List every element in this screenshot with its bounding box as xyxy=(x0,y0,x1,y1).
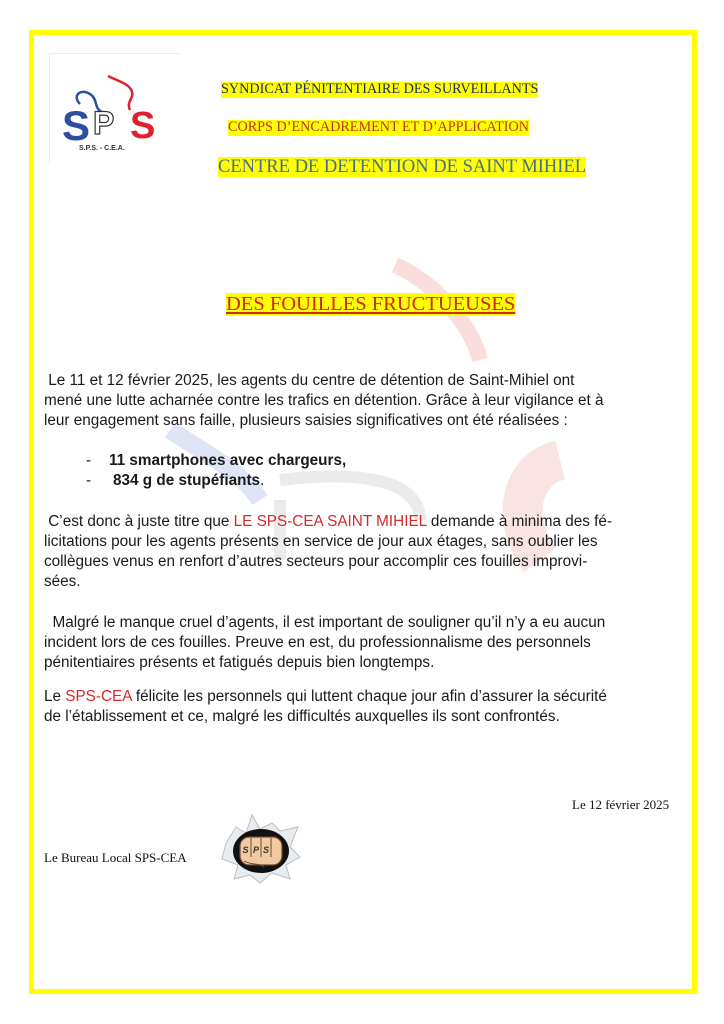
document-title: DES FOUILLES FRUCTUEUSES xyxy=(226,293,516,315)
logo-letter-s1: S xyxy=(62,102,91,149)
paragraph-line: pénitentiaires présents et fatigués depuis bien longtemps. xyxy=(44,654,435,671)
paragraph-line: leur engagement sans faille, plusieurs saisies significatives ont été réalisées : xyxy=(44,412,568,429)
logo-letter-p: P xyxy=(93,105,115,141)
paragraph-line xyxy=(44,687,684,707)
paragraph-no-incident xyxy=(44,613,684,673)
text-run: demande à minima des fé- xyxy=(426,513,612,530)
signature: Le Bureau Local SPS-CEA xyxy=(44,850,187,865)
list-dash: - xyxy=(86,472,92,489)
paragraph-line: de l’établissement et ce, malgré les difficultés auxquelles ils sont confrontés. xyxy=(44,708,560,725)
fist-letter-s2: S xyxy=(263,845,270,855)
text-run: félicite les personnels qui luttent chaque jour afin d’assurer la sécurité xyxy=(131,688,607,705)
paragraph-line: sées. xyxy=(44,573,81,590)
list-dash: - xyxy=(86,452,92,469)
list-item-text: 834 g de stupéfiants xyxy=(113,472,261,489)
logo-letter-s2: S xyxy=(130,105,156,147)
text-run: Le xyxy=(44,688,66,705)
paragraph-line: Malgré le manque cruel d’agents, il est important de souligner qu’il n’y a eu aucun xyxy=(44,614,606,631)
paragraph-line: incident lors de ces fouilles. Preuve en est, du professionnalisme des personnels xyxy=(44,634,591,651)
fist-letter-s1: S xyxy=(242,845,249,855)
paragraph-line: licitations pour les agents présents en service de jour aux étages, sans oublier les xyxy=(44,533,598,550)
fist-letter-p: P xyxy=(253,845,260,855)
list-item-suffix: . xyxy=(260,472,265,489)
logo-caption: S.P.S. - C.E.A. xyxy=(79,145,125,152)
paragraph-line: Le 11 et 12 février 2025, les agents du centre de détention de Saint-Mihiel ont xyxy=(44,372,575,389)
paragraph-congratulations xyxy=(44,512,684,592)
list-item-text: 11 smartphones avec chargeurs, xyxy=(109,452,347,469)
header-corps: CORPS D’ENCADREMENT ET D’APPLICATION xyxy=(228,119,529,135)
paragraph-line: mené une lutte acharnée contre les trafics en détention. Grâce à leur vigilance et à xyxy=(44,392,604,409)
text-run: C’est donc à juste titre que xyxy=(44,513,234,530)
document-date: Le 12 février 2025 xyxy=(572,797,670,812)
logo-box xyxy=(49,53,180,164)
highlight-sps-saint-mihiel: LE SPS-CEA SAINT MIHIEL xyxy=(233,513,427,530)
paragraph-intro xyxy=(44,371,684,431)
header-union-name: SYNDICAT PÉNITENTIAIRE DES SURVEILLANTS xyxy=(221,81,539,97)
paragraph-line xyxy=(44,512,684,532)
fist-emblem-icon xyxy=(220,813,302,885)
paragraph-closing xyxy=(44,687,684,727)
header-centre: CENTRE DE DETENTION DE SAINT MIHIEL xyxy=(218,157,587,177)
highlight-sps-cea: SPS-CEA xyxy=(65,688,132,705)
paragraph-line: collègues venus en renfort d’autres secteurs pour accomplir ces fouilles improvi- xyxy=(44,553,588,570)
